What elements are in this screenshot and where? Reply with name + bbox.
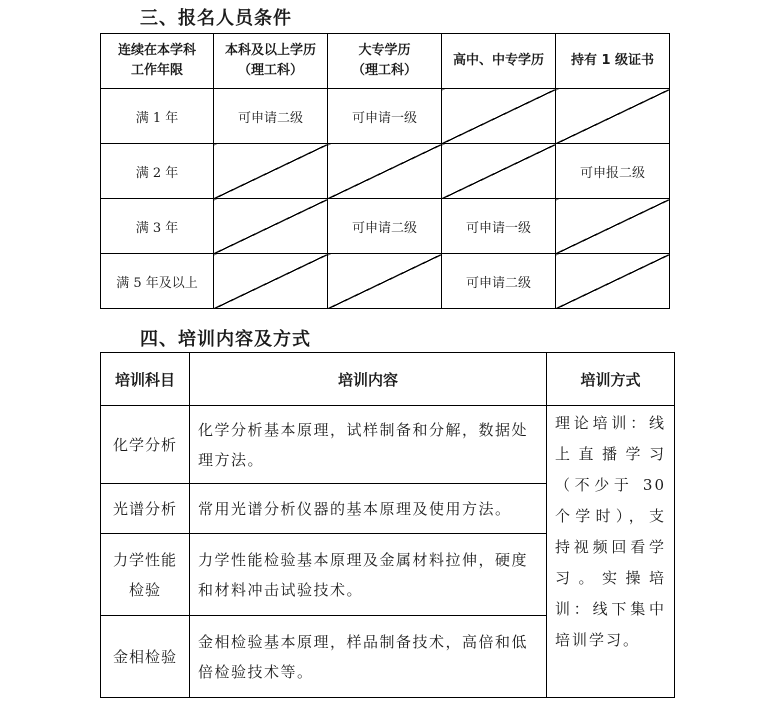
cell: 可申报二级 [556, 144, 670, 199]
col-content: 培训内容 [190, 353, 547, 406]
eligibility-row [101, 254, 670, 309]
cell: 可申请二级 [214, 89, 328, 144]
cell: 可申请二级 [328, 199, 442, 254]
training-table [100, 352, 675, 698]
training-row [101, 406, 675, 484]
cell-not-applicable [328, 144, 442, 199]
row-label: 满 2 年 [101, 144, 214, 199]
training-subject: 化学分析 [101, 406, 190, 484]
training-subject: 力学性能检验 [101, 534, 190, 616]
col-years: 连续在本学科工作年限 [101, 34, 214, 89]
training-header-row [101, 353, 675, 406]
training-method: 理论培训：线上直播学习（不少于 30 个学时），支持视频回看学习。实操培训：线下集中培训学习。 [547, 406, 675, 698]
cell-not-applicable [556, 254, 670, 309]
cell-not-applicable [442, 89, 556, 144]
training-content: 常用光谱分析仪器的基本原理及使用方法。 [190, 484, 547, 534]
eligibility-header-row [101, 34, 670, 89]
col-bachelor: 本科及以上学历（理工科） [214, 34, 328, 89]
row-label: 满 1 年 [101, 89, 214, 144]
row-label: 满 5 年及以上 [101, 254, 214, 309]
col-college: 大专学历（理工科） [328, 34, 442, 89]
col-highschool: 高中、中专学历 [442, 34, 556, 89]
section-4-heading: 四、培训内容及方式 [140, 329, 311, 350]
eligibility-table [100, 33, 670, 309]
cell-not-applicable [214, 144, 328, 199]
col-method: 培训方式 [547, 353, 675, 406]
training-content: 化学分析基本原理，试样制备和分解，数据处理方法。 [190, 406, 547, 484]
training-subject: 金相检验 [101, 616, 190, 698]
training-subject: 光谱分析 [101, 484, 190, 534]
cell-not-applicable [214, 199, 328, 254]
cell-not-applicable [328, 254, 442, 309]
cell-not-applicable [556, 89, 670, 144]
eligibility-row [101, 144, 670, 199]
cell-not-applicable [442, 144, 556, 199]
col-level1-cert: 持有 1 级证书 [556, 34, 670, 89]
cell-not-applicable [556, 199, 670, 254]
training-content: 金相检验基本原理，样品制备技术，高倍和低倍检验技术等。 [190, 616, 547, 698]
cell: 可申请二级 [442, 254, 556, 309]
cell: 可申请一级 [328, 89, 442, 144]
cell: 可申请一级 [442, 199, 556, 254]
section-3-heading: 三、报名人员条件 [140, 8, 292, 29]
eligibility-row [101, 199, 670, 254]
eligibility-row [101, 89, 670, 144]
cell-not-applicable [214, 254, 328, 309]
training-content: 力学性能检验基本原理及金属材料拉伸，硬度和材料冲击试验技术。 [190, 534, 547, 616]
col-subject: 培训科目 [101, 353, 190, 406]
row-label: 满 3 年 [101, 199, 214, 254]
